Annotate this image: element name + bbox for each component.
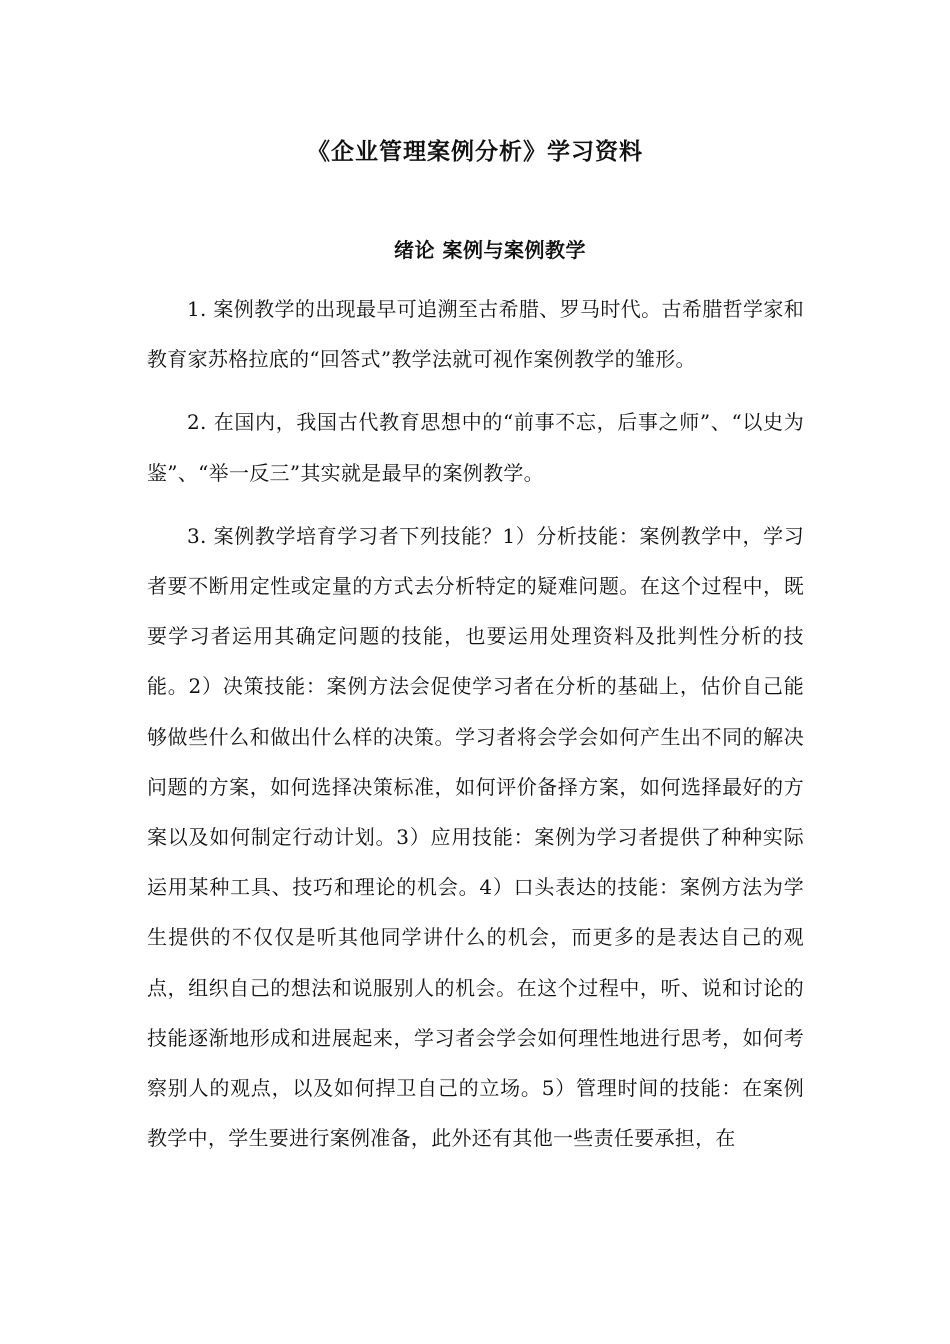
paragraph-3: 3. 案例教学培育学习者下列技能？1）分析技能：案例教学中，学习者要不断用定性或定量的方式去分析特定的疑难问题。在这个过程中，既要学习者运用其确定问题的技能，也要运用处理资料及批判性分析的技能。2）决策技能：案例方法会促使学习者在分析的基础上，估价自己能够做些什么和做出什么样的决策。学习者将会学会如何产生出不同的解决问题的方案，如何选择决策标准，如何评价备择方案，如何选择最好的方案以及如何制定行动计划。3）应用技能：案例为学习者提供了种种实际运用某种工具、技巧和理论的机会。4）口头表达的技能：案例方法为学生提供的不仅仅是听其他同学讲什么的机会，而更多的是表达自己的观点，组织自己的想法和说服别人的机会。在这个过程中，听、说和讨论的技能逐渐地形成和进展起来，学习者会学会如何理性地进行思考，如何考察别人的观点，以及如何捍卫自己的立场。5）管理时间的技能：在案例教学中，学生要进行案例准备，此外还有其他一些责任要承担，在 xyxy=(147,523,804,1151)
paragraph-1: 1. 案例教学的出现最早可追溯至古希腊、罗马时代。古希腊哲学家和教育家苏格拉底的“回答式”教学法就可视作案例教学的雏形。 xyxy=(147,297,804,372)
section-title: 绪论 案例与案例教学 xyxy=(394,238,586,262)
document-title: 《企业管理案例分析》学习资料 xyxy=(307,139,643,165)
body-text xyxy=(147,284,804,1176)
paragraph-2: 2. 在国内，我国古代教育思想中的“前事不忘，后事之师”、“以史为鉴”、“举一反三”其实就是最早的案例教学。 xyxy=(147,410,804,485)
